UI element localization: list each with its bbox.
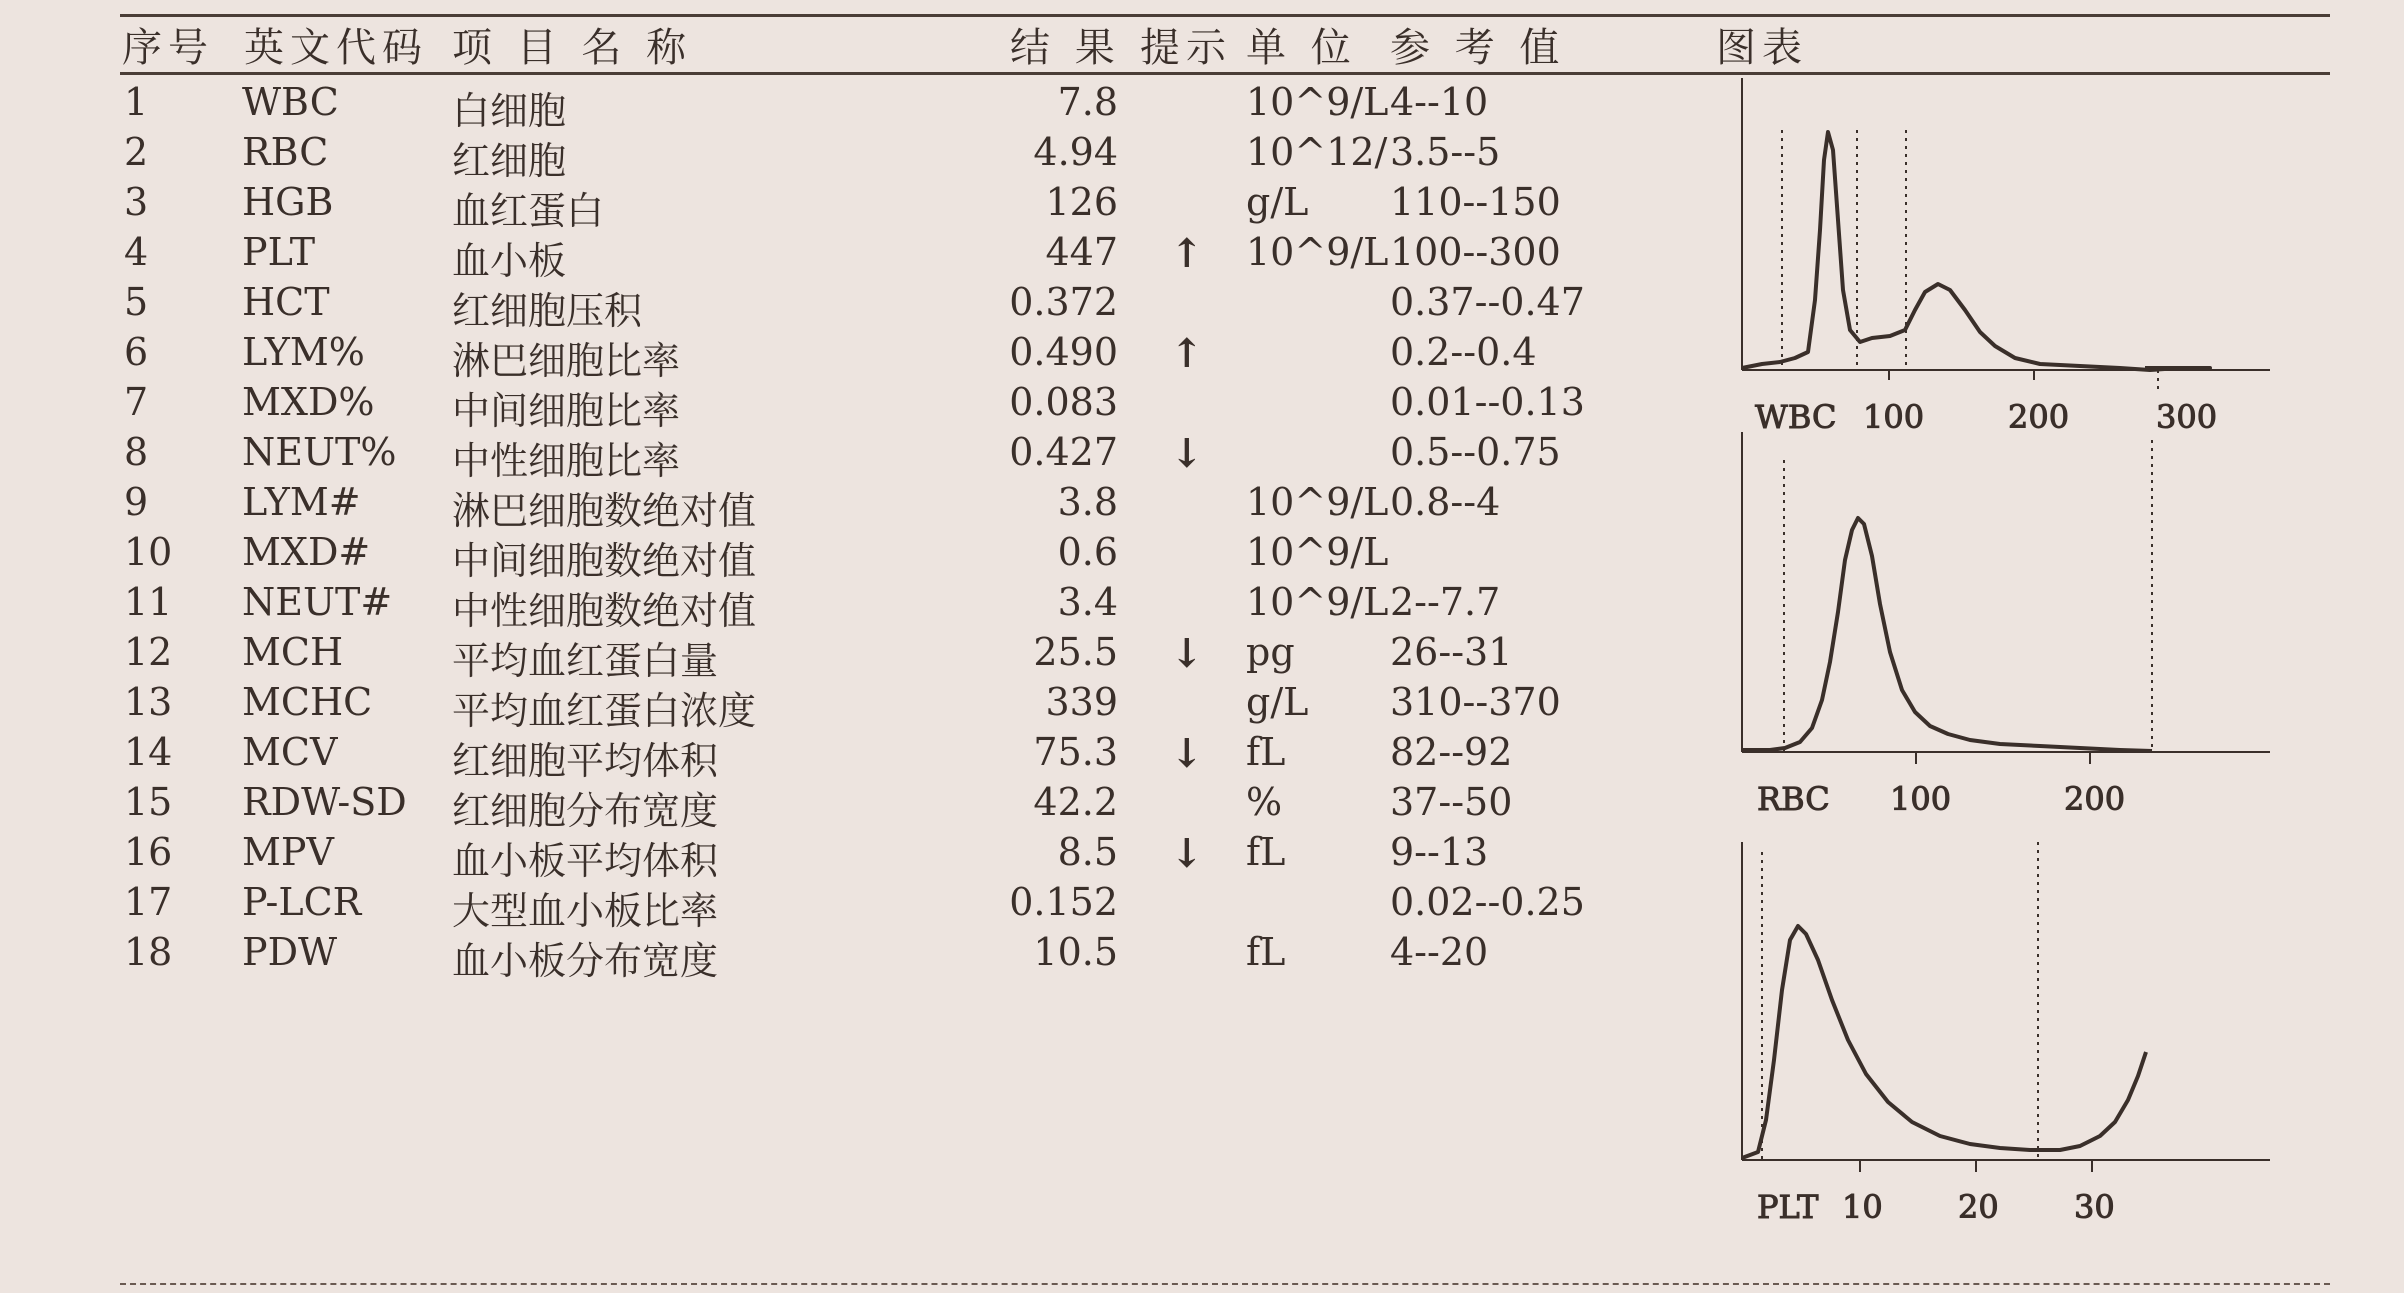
row-unit: fL	[1246, 930, 1286, 974]
header-chart: 图表	[1716, 25, 1808, 71]
plt-label: PLT	[1757, 1188, 1819, 1226]
row-ref: 0.01--0.13	[1390, 380, 1585, 424]
plt-tick-label: 30	[2074, 1188, 2115, 1226]
row-name: 红细胞平均体积	[452, 739, 719, 783]
row-name: 大型血小板比率	[452, 889, 719, 933]
row-seq: 16	[124, 830, 173, 874]
row-unit: fL	[1246, 830, 1286, 874]
row-code: WBC	[242, 80, 339, 124]
row-seq: 12	[124, 630, 173, 674]
row-seq: 11	[124, 580, 173, 624]
row-code: MCH	[242, 630, 344, 674]
row-name: 血小板分布宽度	[452, 939, 719, 983]
row-result: 0.152	[1009, 880, 1118, 924]
plt-tick-label: 10	[1842, 1188, 1883, 1226]
row-code: NEUT#	[242, 580, 393, 624]
plt-tick-label: 20	[1958, 1188, 1999, 1226]
wbc-tick-label: 100	[1863, 398, 1925, 436]
row-ref: 4--20	[1390, 930, 1489, 974]
row-ref: 100--300	[1390, 230, 1561, 274]
row-hint: ↑	[1170, 330, 1204, 377]
row-result: 3.4	[1057, 580, 1118, 624]
row-unit: g/L	[1246, 180, 1309, 224]
header-ref: 参 考 值	[1390, 25, 1566, 71]
row-name: 血小板	[452, 239, 567, 283]
row-result: 4.94	[1033, 130, 1118, 174]
header-result: 结 果	[1010, 25, 1121, 71]
row-unit: 10^9/L	[1246, 480, 1389, 524]
row-ref: 3.5--5	[1390, 130, 1501, 174]
row-hint: ↓	[1170, 630, 1204, 677]
row-seq: 13	[124, 680, 173, 724]
header-code: 英文代码	[244, 25, 428, 71]
row-result: 0.6	[1057, 530, 1118, 574]
row-name: 白细胞	[452, 89, 567, 133]
row-hint: ↑	[1170, 230, 1204, 277]
row-name: 中性细胞比率	[452, 439, 681, 483]
row-code: LYM#	[242, 480, 361, 524]
row-seq: 17	[124, 880, 173, 924]
row-hint: ↓	[1170, 830, 1204, 877]
row-seq: 8	[124, 430, 149, 474]
row-result: 0.490	[1009, 330, 1118, 374]
row-name: 血小板平均体积	[452, 839, 719, 883]
rbc-tick-label: 200	[2064, 780, 2126, 818]
row-seq: 3	[124, 180, 149, 224]
row-code: PLT	[242, 230, 316, 274]
row-seq: 4	[124, 230, 149, 274]
row-result: 75.3	[1033, 730, 1118, 774]
row-code: RBC	[242, 130, 329, 174]
header-name: 项 目 名 称	[452, 25, 693, 71]
row-code: HCT	[242, 280, 330, 324]
row-code: MCV	[242, 730, 338, 774]
row-result: 8.5	[1057, 830, 1118, 874]
row-ref: 0.2--0.4	[1390, 330, 1537, 374]
row-seq: 7	[124, 380, 149, 424]
row-unit: fL	[1246, 730, 1286, 774]
row-result: 339	[1045, 680, 1118, 724]
row-code: NEUT%	[242, 430, 397, 474]
row-ref: 0.37--0.47	[1390, 280, 1585, 324]
row-code: MXD%	[242, 380, 375, 424]
row-ref: 82--92	[1390, 730, 1513, 774]
row-name: 淋巴细胞比率	[452, 339, 681, 383]
row-name: 平均血红蛋白量	[452, 639, 719, 683]
row-ref: 0.8--4	[1390, 480, 1501, 524]
row-ref: 0.5--0.75	[1390, 430, 1561, 474]
row-ref: 0.02--0.25	[1390, 880, 1585, 924]
rbc-curve	[1742, 518, 2152, 751]
row-name: 红细胞	[452, 139, 567, 183]
row-result: 0.083	[1009, 380, 1118, 424]
row-name: 血红蛋白	[452, 189, 605, 233]
row-name: 红细胞分布宽度	[452, 789, 719, 833]
row-result: 25.5	[1033, 630, 1118, 674]
row-hint: ↓	[1170, 430, 1204, 477]
plt-histogram	[1742, 842, 2270, 1226]
row-unit: pg	[1246, 630, 1295, 674]
row-ref: 110--150	[1390, 180, 1561, 224]
row-unit: 10^9/L	[1246, 230, 1389, 274]
row-name: 红细胞压积	[452, 289, 643, 333]
row-result: 10.5	[1033, 930, 1118, 974]
row-code: MCHC	[242, 680, 373, 724]
rbc-label: RBC	[1757, 780, 1830, 818]
row-name: 平均血红蛋白浓度	[452, 689, 757, 733]
row-ref: 37--50	[1390, 780, 1513, 824]
row-ref: 26--31	[1390, 630, 1513, 674]
row-result: 447	[1045, 230, 1118, 274]
row-ref: 9--13	[1390, 830, 1489, 874]
row-hint: ↓	[1170, 730, 1204, 777]
row-seq: 10	[124, 530, 173, 574]
row-seq: 15	[124, 780, 173, 824]
wbc-histogram	[1742, 78, 2270, 436]
row-code: RDW-SD	[242, 780, 407, 824]
row-result: 42.2	[1033, 780, 1118, 824]
row-ref: 2--7.7	[1390, 580, 1501, 624]
row-ref: 4--10	[1390, 80, 1489, 124]
row-seq: 5	[124, 280, 149, 324]
row-seq: 9	[124, 480, 149, 524]
row-seq: 2	[124, 130, 149, 174]
row-result: 7.8	[1057, 80, 1118, 124]
row-result: 3.8	[1057, 480, 1118, 524]
row-code: MPV	[242, 830, 334, 874]
row-seq: 18	[124, 930, 173, 974]
header-unit: 单 位	[1246, 25, 1357, 71]
row-result: 0.372	[1009, 280, 1118, 324]
header-hint: 提示	[1140, 25, 1232, 71]
wbc-tick-label: 200	[2008, 398, 2070, 436]
row-seq: 6	[124, 330, 149, 374]
wbc-tick-label: 300	[2156, 398, 2218, 436]
row-name: 中间细胞比率	[452, 389, 681, 433]
row-seq: 14	[124, 730, 173, 774]
header-seq: 序号	[122, 25, 214, 71]
row-name: 淋巴细胞数绝对值	[452, 489, 757, 533]
row-unit: 10^9/L	[1246, 580, 1389, 624]
row-ref: 310--370	[1390, 680, 1561, 724]
row-name: 中间细胞数绝对值	[452, 539, 757, 583]
row-code: LYM%	[242, 330, 365, 374]
row-seq: 1	[124, 80, 149, 124]
row-unit: 10^9/L	[1246, 530, 1389, 574]
rbc-tick-label: 100	[1890, 780, 1952, 818]
row-code: MXD#	[242, 530, 371, 574]
wbc-curve	[1742, 132, 2210, 370]
row-code: PDW	[242, 930, 338, 974]
row-unit: 10^9/L	[1246, 80, 1389, 124]
wbc-label: WBC	[1755, 398, 1837, 436]
row-result: 126	[1045, 180, 1118, 224]
row-code: HGB	[242, 180, 334, 224]
row-code: P-LCR	[242, 880, 362, 924]
plt-curve	[1742, 926, 2146, 1158]
row-unit: g/L	[1246, 680, 1309, 724]
row-result: 0.427	[1009, 430, 1118, 474]
rbc-histogram	[1742, 432, 2270, 818]
row-unit: %	[1246, 780, 1283, 824]
row-name: 中性细胞数绝对值	[452, 589, 757, 633]
row-unit: 10^12/	[1246, 130, 1388, 174]
